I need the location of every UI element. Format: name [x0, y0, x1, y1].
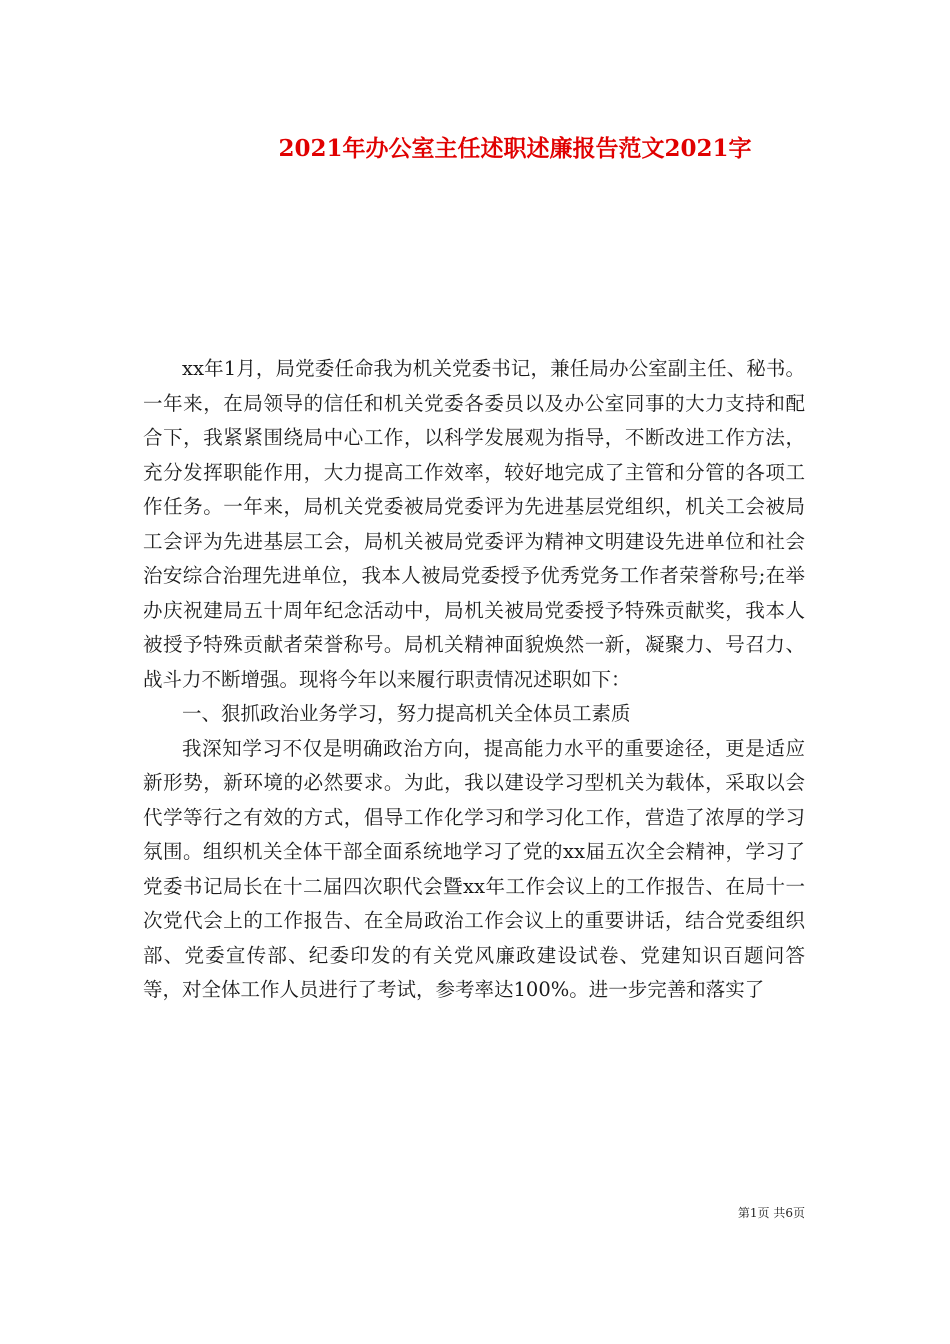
paragraph-intro: xx年1月，局党委任命我为机关党委书记，兼任局办公室副主任、秘书。一年来，在局领导的信任和机关党委各委员以及办公室同事的大力支持和配合下，我紧紧围绕局中心工作，以科学发展观为指导，不断改进工作方法，充分发挥职能作用，大力提高工作效率，较好地完成了主管和分管的各项工作任务。一年来，局机关党委被局党委评为先进基层党组织，机关工会被局工会评为先进基层工会，局机关被局党委评为精神文明建设先进单位和社会治安综合治理先进单位，我本人被局党委授予优秀党务工作者荣誉称号;在举办庆祝建局五十周年纪念活动中，局机关被局党委授予特殊贡献奖，我本人被授予特殊贡献者荣誉称号。局机关精神面貌焕然一新，凝聚力、号召力、战斗力不断增强。现将今年以来履行职责情况述职如下：: [143, 357, 805, 691]
paragraph-study: 我深知学习不仅是明确政治方向，提高能力水平的重要途径，更是适应新形势，新环境的必然要求。为此，我以建设学习型机关为载体，采取以会代学等行之有效的方式，倡导工作化学习和学习化工作，营造了浓厚的学习氛围。组织机关全体干部全面系统地学习了党的xx届五次全会精神，学习了党委书记局长在十二届四次职代会暨xx年工作会议上的工作报告、在局十一次党代会上的工作报告、在全局政治工作会议上的重要讲话，结合党委组织部、党委宣传部、纪委印发的有关党风廉政建设试卷、党建知识百题问答等，对全体工作人员进行了考试，参考率达100%。进一步完善和落实了: [143, 736, 805, 1001]
document-title: 2021年办公室主任述职述廉报告范文2021字: [278, 135, 752, 162]
document-body: [143, 352, 805, 1008]
page-number: 第1页 共6页: [737, 1206, 805, 1220]
section-heading-1: 一、狠抓政治业务学习，努力提高机关全体员工素质: [182, 702, 631, 725]
